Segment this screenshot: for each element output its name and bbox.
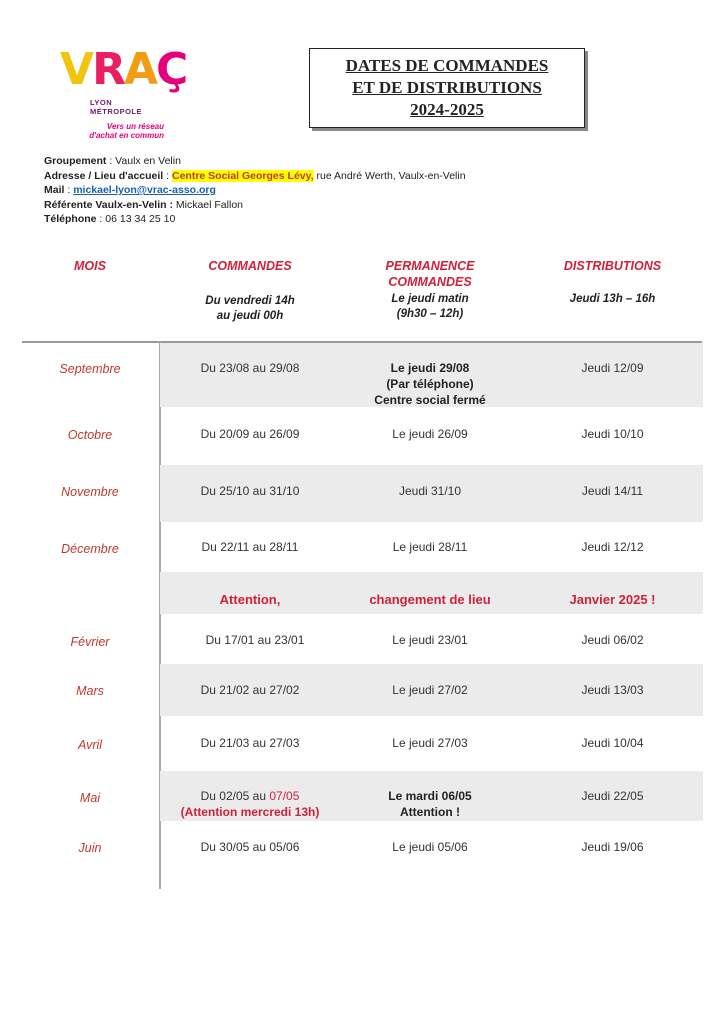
- header-mois: MOIS: [74, 259, 106, 273]
- separator: :: [163, 169, 172, 182]
- distribution-cell: Jeudi 19/06: [581, 840, 644, 854]
- referente-value: Mickael Fallon: [172, 198, 243, 211]
- logo-letter: Ç: [156, 44, 187, 95]
- logo-subtitle: [90, 98, 142, 116]
- permanence-line: Le mardi 06/05: [388, 789, 472, 803]
- distribution-cell: Jeudi 10/04: [581, 736, 644, 750]
- telephone-label: Téléphone: [44, 213, 97, 225]
- adresse-label: Adresse / Lieu d'accueil: [44, 169, 164, 182]
- commandes-cell: Du 22/11 au 28/11: [201, 540, 299, 554]
- commandes-cell: Du 21/02 au 27/02: [200, 683, 300, 697]
- header-commandes: COMMANDES: [208, 259, 292, 273]
- distribution-cell: Jeudi 10/10: [581, 427, 644, 441]
- groupement-line: [44, 154, 466, 169]
- subheader-distributions: Jeudi 13h – 16h: [569, 293, 656, 305]
- logo-letter: R: [92, 44, 124, 95]
- adresse-value: rue André Werth, Vaulx-en-Velin: [313, 169, 466, 182]
- header-distributions: DISTRIBUTIONS: [563, 259, 662, 273]
- referente-label: Référente Vaulx-en-Velin :: [44, 198, 173, 211]
- permanence-cell: [350, 788, 510, 820]
- permanence-cell: Le jeudi 27/02: [392, 683, 468, 697]
- month-label: Avril: [77, 738, 103, 752]
- subheader-commandes: [180, 294, 320, 324]
- distribution-cell: Jeudi 06/02: [581, 633, 644, 647]
- permanence-cell: Le jeudi 05/06: [392, 840, 468, 854]
- subheader-permanence: [360, 292, 500, 322]
- logo-tagline: [60, 122, 164, 140]
- permanence-cell: Le jeudi 27/03: [392, 736, 468, 750]
- separator: :: [64, 184, 74, 196]
- commandes-dates: [162, 788, 338, 804]
- vrac-logo: [56, 44, 187, 143]
- commandes-cell: Du 23/08 au 29/08: [200, 361, 300, 375]
- month-label: Septembre: [59, 362, 121, 376]
- permanence-line: (Par téléphone): [386, 377, 474, 391]
- header-permanence-line: COMMANDES: [388, 275, 472, 289]
- commandes-cell: Du 30/05 au 05/06: [200, 840, 300, 854]
- month-label: Mars: [76, 684, 104, 698]
- subheader-line: Du vendredi 14h: [205, 295, 295, 307]
- month-label: Novembre: [61, 485, 119, 499]
- month-label: Décembre: [61, 542, 119, 556]
- subheader-line: au jeudi 00h: [216, 310, 284, 322]
- logo-tag-line: Vers un réseau: [106, 122, 164, 131]
- attention-notice: Janvier 2025 !: [569, 592, 656, 607]
- commandes-note: (Attention mercredi 13h): [180, 805, 320, 819]
- adresse-highlight: Centre Social Georges Lévy,: [171, 169, 314, 182]
- permanence-cell: [350, 360, 510, 408]
- permanence-line: Attention !: [400, 805, 460, 819]
- title-year: 2024-2025: [410, 100, 484, 119]
- title-line: ET DE DISTRIBUTIONS: [352, 78, 542, 97]
- commandes-text: Du 02/05 au: [200, 789, 270, 803]
- subheader-line: (9h30 – 12h): [396, 308, 464, 320]
- telephone-value: : 06 13 34 25 10: [96, 213, 176, 225]
- permanence-cell: Le jeudi 26/09: [392, 427, 468, 441]
- logo-tag-line: d'achat en commun: [89, 131, 164, 140]
- mail-link[interactable]: mickael-lyon@vrac-asso.org: [73, 184, 216, 196]
- permanence-cell: Jeudi 31/10: [398, 484, 462, 498]
- distribution-cell: Jeudi 12/09: [581, 361, 644, 375]
- attention-notice: changement de lieu: [369, 592, 491, 607]
- month-label: Juin: [78, 841, 102, 855]
- commandes-cell: Du 25/10 au 31/10: [200, 484, 300, 498]
- logo-wordmark: [60, 44, 187, 95]
- groupement-value: : Vaulx en Velin: [106, 155, 181, 167]
- distribution-cell: Jeudi 14/11: [581, 484, 644, 498]
- commandes-cell: Du 20/09 au 26/09: [200, 427, 300, 441]
- month-label: Octobre: [67, 428, 113, 442]
- mail-label: Mail: [44, 184, 65, 196]
- commandes-changed-date: 07/05: [269, 789, 300, 803]
- header-permanence-line: PERMANENCE: [385, 259, 475, 273]
- permanence-line: Le jeudi 29/08: [390, 361, 470, 375]
- commandes-cell: Du 21/03 au 27/03: [200, 736, 300, 750]
- month-label: Mai: [79, 791, 101, 805]
- adresse-line: [44, 169, 466, 184]
- mail-line: [44, 183, 466, 198]
- distribution-cell: Jeudi 22/05: [581, 789, 644, 803]
- distribution-cell: Jeudi 12/12: [581, 540, 644, 554]
- permanence-cell: Le jeudi 28/11: [392, 540, 468, 554]
- logo-letter: A: [123, 44, 157, 95]
- permanence-line: Centre social fermé: [374, 393, 486, 407]
- permanence-cell: Le jeudi 23/01: [392, 633, 468, 647]
- distribution-cell: Jeudi 13/03: [581, 683, 644, 697]
- attention-notice: Attention,: [219, 592, 281, 607]
- title-line: DATES DE COMMANDES: [345, 56, 549, 75]
- referente-line: [44, 198, 466, 213]
- logo-sub-line: MÉTROPOLE: [90, 107, 143, 116]
- document-title: [309, 48, 585, 128]
- info-block: [44, 154, 466, 227]
- header-permanence: [360, 258, 500, 290]
- groupement-label: Groupement: [44, 155, 107, 167]
- telephone-line: [44, 212, 466, 227]
- logo-letter: V: [60, 44, 93, 95]
- commandes-cell: Du 17/01 au 23/01: [205, 633, 305, 647]
- logo-sub-line: LYON: [90, 98, 113, 107]
- commandes-cell: [162, 788, 338, 820]
- month-label: Février: [70, 635, 110, 649]
- subheader-line: Le jeudi matin: [391, 293, 469, 305]
